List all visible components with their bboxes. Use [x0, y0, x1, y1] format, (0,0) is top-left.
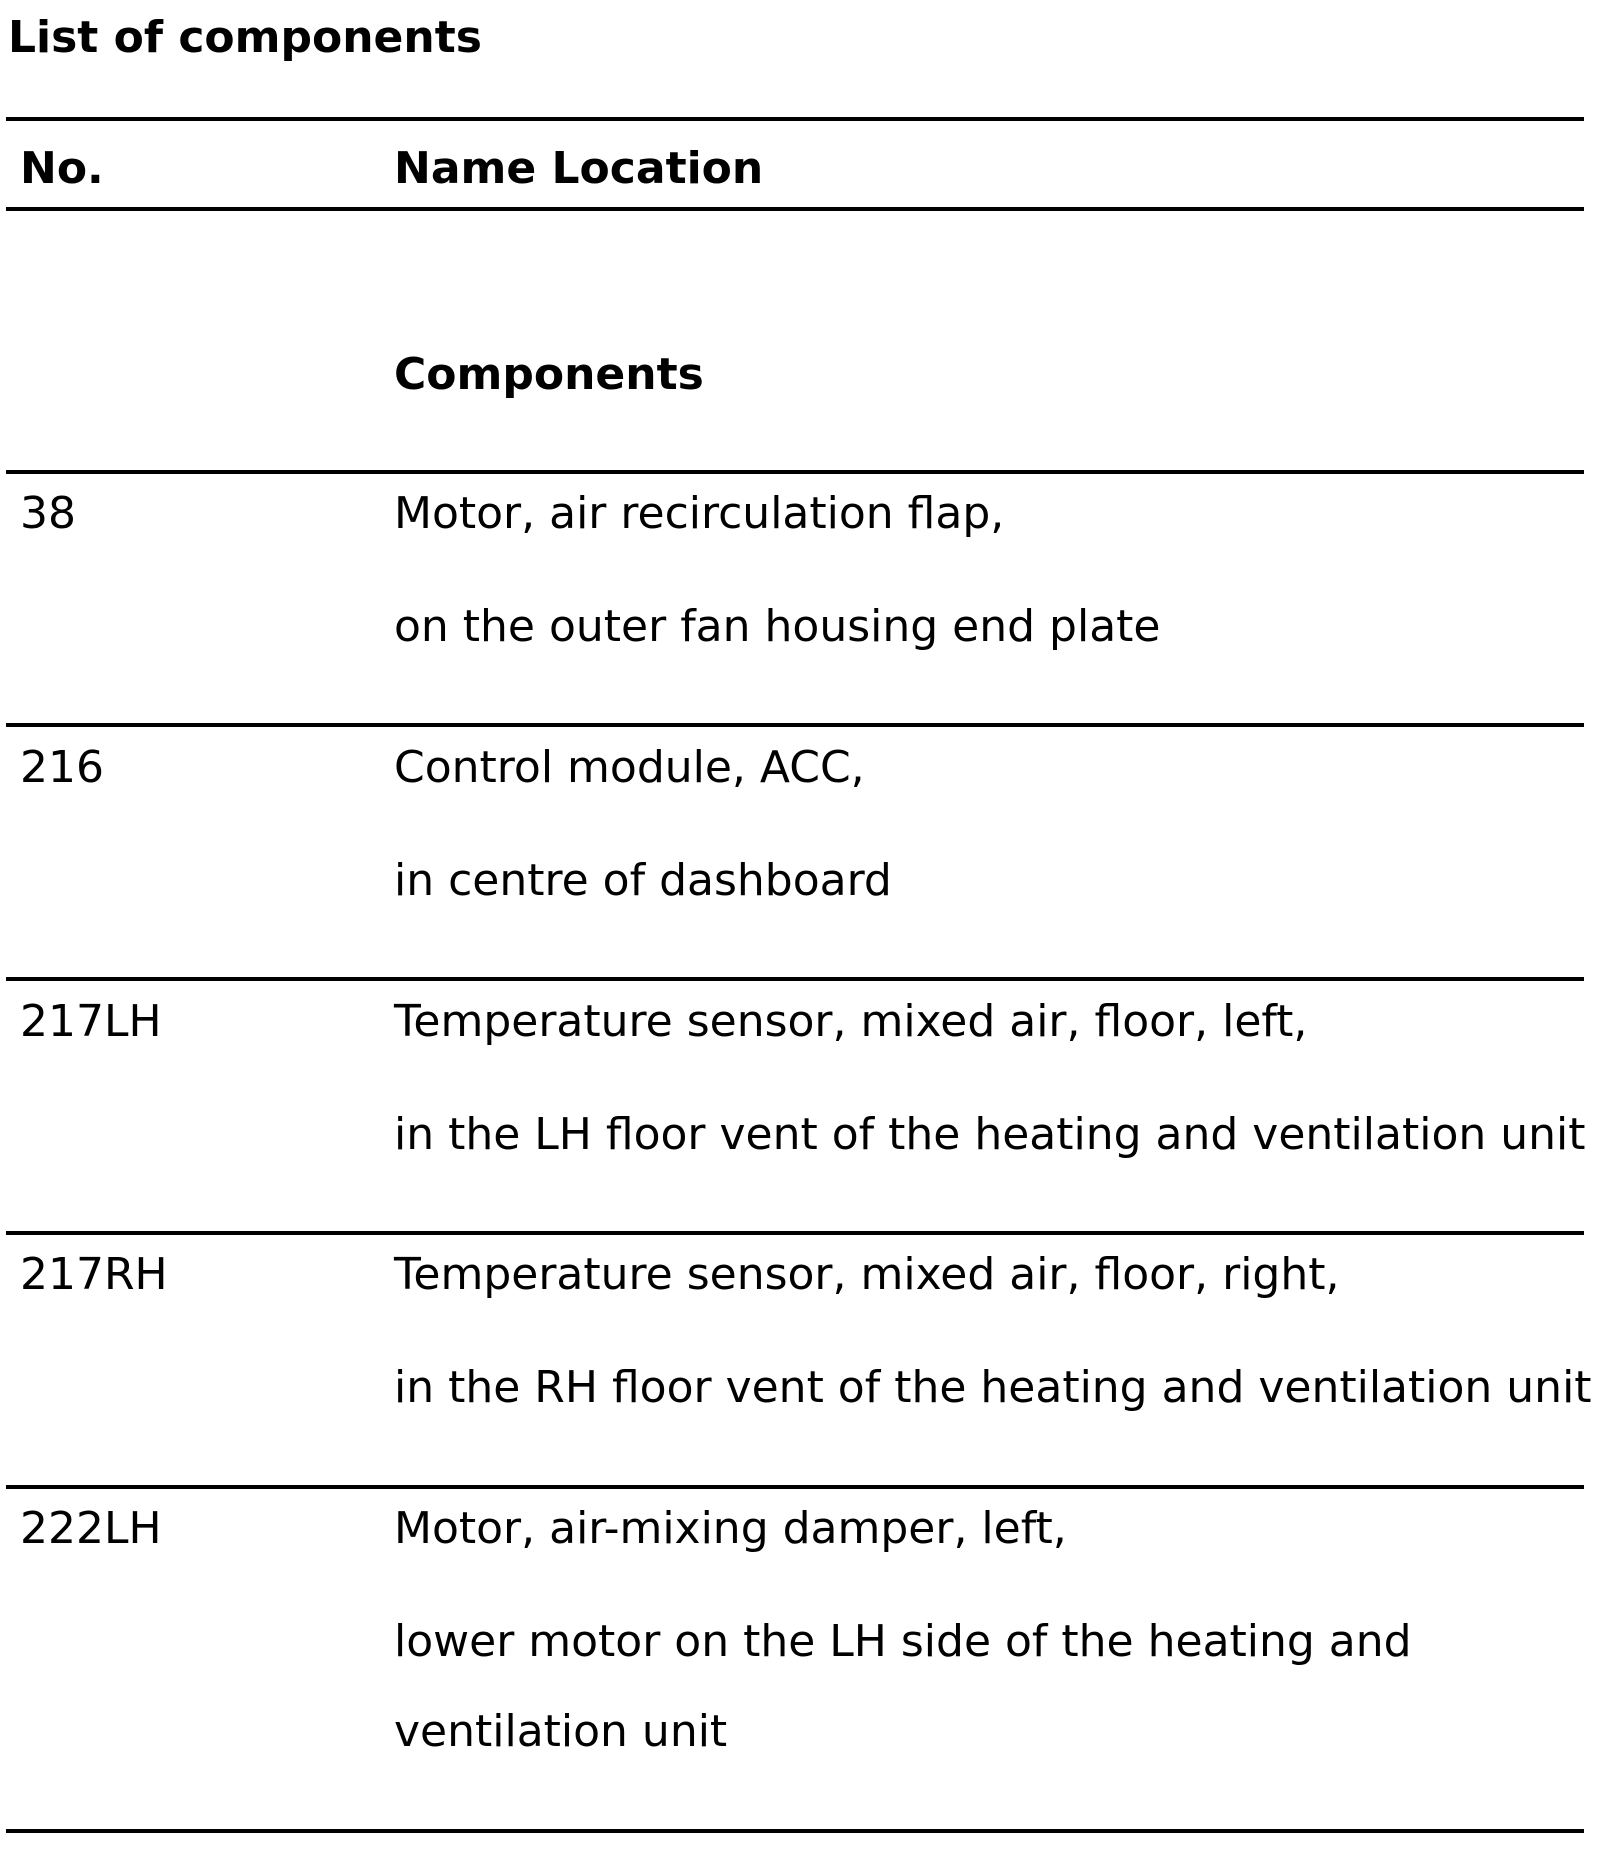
row-number: 216: [20, 742, 104, 793]
row-location: on the outer fan housing end plate: [394, 601, 1161, 652]
row-rule: [6, 977, 1584, 981]
row-location: in the LH floor vent of the heating and ventilation unit: [394, 1109, 1586, 1160]
page-title: List of components: [8, 12, 482, 63]
row-name: Control module, ACC,: [394, 742, 865, 793]
table-bottom-rule: [6, 1829, 1584, 1833]
row-name: Motor, air recirculation flap,: [394, 488, 1005, 539]
row-name: Temperature sensor, mixed air, floor, right,: [394, 1249, 1340, 1300]
row-rule: [6, 723, 1584, 727]
row-location-continued: ventilation unit: [394, 1706, 728, 1757]
row-location: in the RH floor vent of the heating and ventilation unit: [394, 1362, 1592, 1413]
section-heading: Components: [394, 349, 704, 400]
row-name: Motor, air-mixing damper, left,: [394, 1503, 1067, 1554]
column-header-name-location: Name Location: [394, 143, 764, 194]
row-number: 38: [20, 488, 76, 539]
row-rule: [6, 1231, 1584, 1235]
header-bottom-rule: [6, 207, 1584, 211]
row-rule: [6, 470, 1584, 474]
row-location: lower motor on the LH side of the heating and: [394, 1616, 1412, 1667]
row-number: 222LH: [20, 1503, 162, 1554]
row-rule: [6, 1485, 1584, 1489]
row-name: Temperature sensor, mixed air, floor, left,: [394, 996, 1308, 1047]
table-top-rule: [6, 117, 1584, 121]
row-number: 217LH: [20, 996, 162, 1047]
row-location: in centre of dashboard: [394, 855, 892, 906]
row-number: 217RH: [20, 1249, 168, 1300]
column-header-no: No.: [20, 143, 104, 194]
